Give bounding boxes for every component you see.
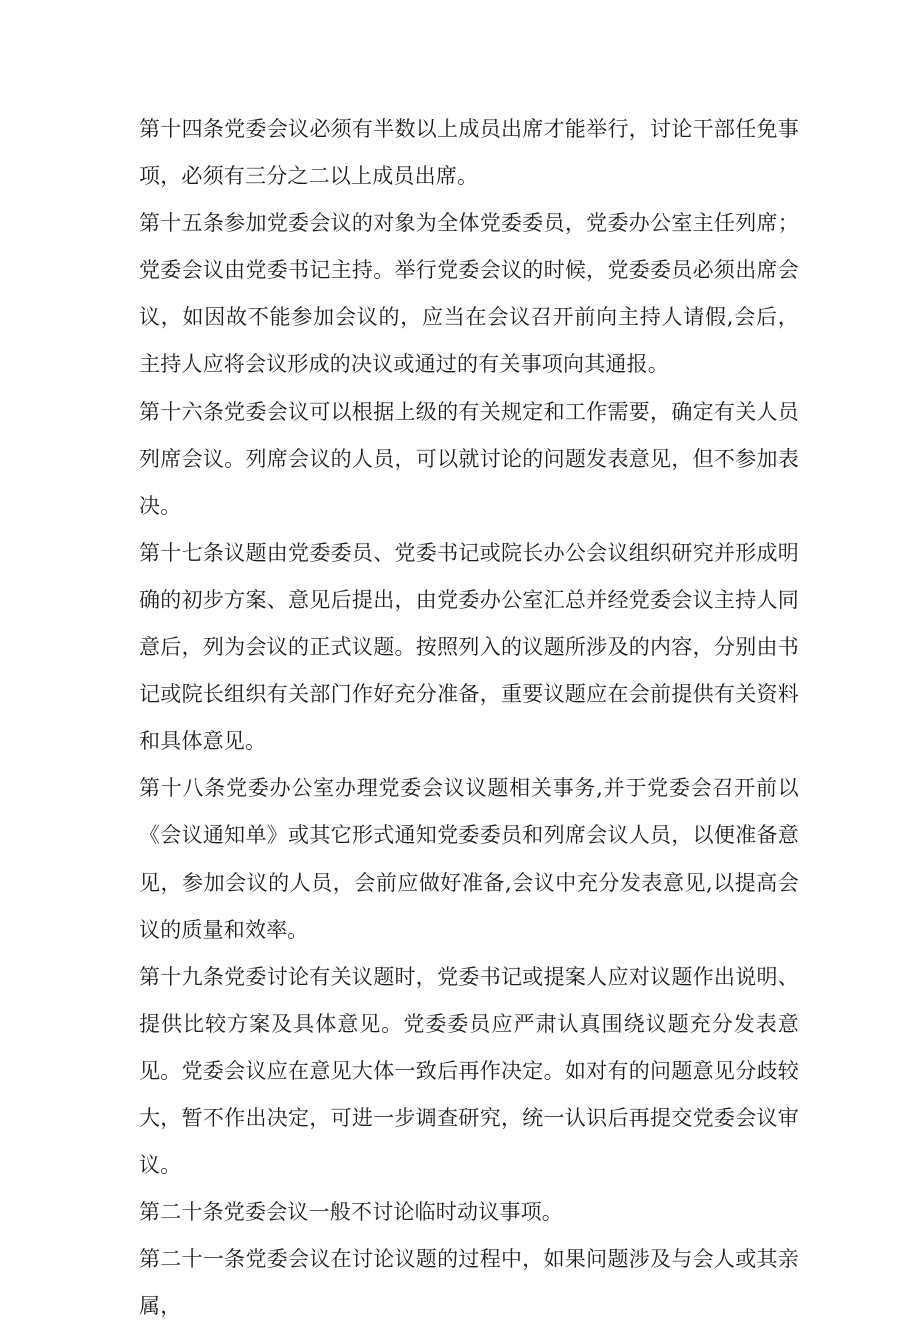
article-20-paragraph: 第二十条党委会议一般不讨论临时动议事项。 [139, 1200, 563, 1225]
article-14-paragraph: 第十四条党委会议必须有半数以上成员出席才能举行，讨论干部任免事项，必须有三分之二以上成员出席。 [139, 117, 799, 189]
document-body [139, 106, 799, 1330]
article-16-paragraph: 第十六条党委会议可以根据上级的有关规定和工作需要，确定有关人员列席会议。列席会议的人员，可以就讨论的问题发表意见，但不参加表决。 [139, 399, 799, 518]
article-18-paragraph: 第十八条党委办公室办理党委会议议题相关事务,并于党委会召开前以《会议通知单》或其它形式通知党委委员和列席会议人员，以便准备意见，参加会议的人员，会前应做好准备,会议中充分发表意见,以提高会议的质量和效率。 [139, 776, 799, 942]
article-17-paragraph: 第十七条议题由党委委员、党委书记或院长办公会议组织研究并形成明确的初步方案、意见后提出，由党委办公室汇总并经党委会议主持人同意后，列为会议的正式议题。按照列入的议题所涉及的内容，分别由书记或院长组织有关部门作好充分准备，重要议题应在会前提供有关资料和具体意见。 [139, 540, 799, 754]
article-19-paragraph: 第十九条党委讨论有关议题时，党委书记或提案人应对议题作出说明、提供比较方案及具体意见。党委委员应严肃认真围绕议题充分发表意见。党委会议应在意见大体一致后再作决定。如对有的问题意见分歧较大，暂不作出决定，可进一步调查研究，统一认识后再提交党委会议审议。 [139, 964, 799, 1178]
article-21-paragraph: 第二十一条党委会议在讨论议题的过程中，如果问题涉及与会人或其亲属， [139, 1247, 799, 1319]
article-15-paragraph: 第十五条参加党委会议的对象为全体党委委员，党委办公室主任列席；党委会议由党委书记主持。举行党委会议的时候，党委委员必须出席会议，如因故不能参加会议的，应当在会议召开前向主持人请假,会后，主持人应将会议形成的决议或通过的有关事项向其通报。 [139, 211, 799, 377]
